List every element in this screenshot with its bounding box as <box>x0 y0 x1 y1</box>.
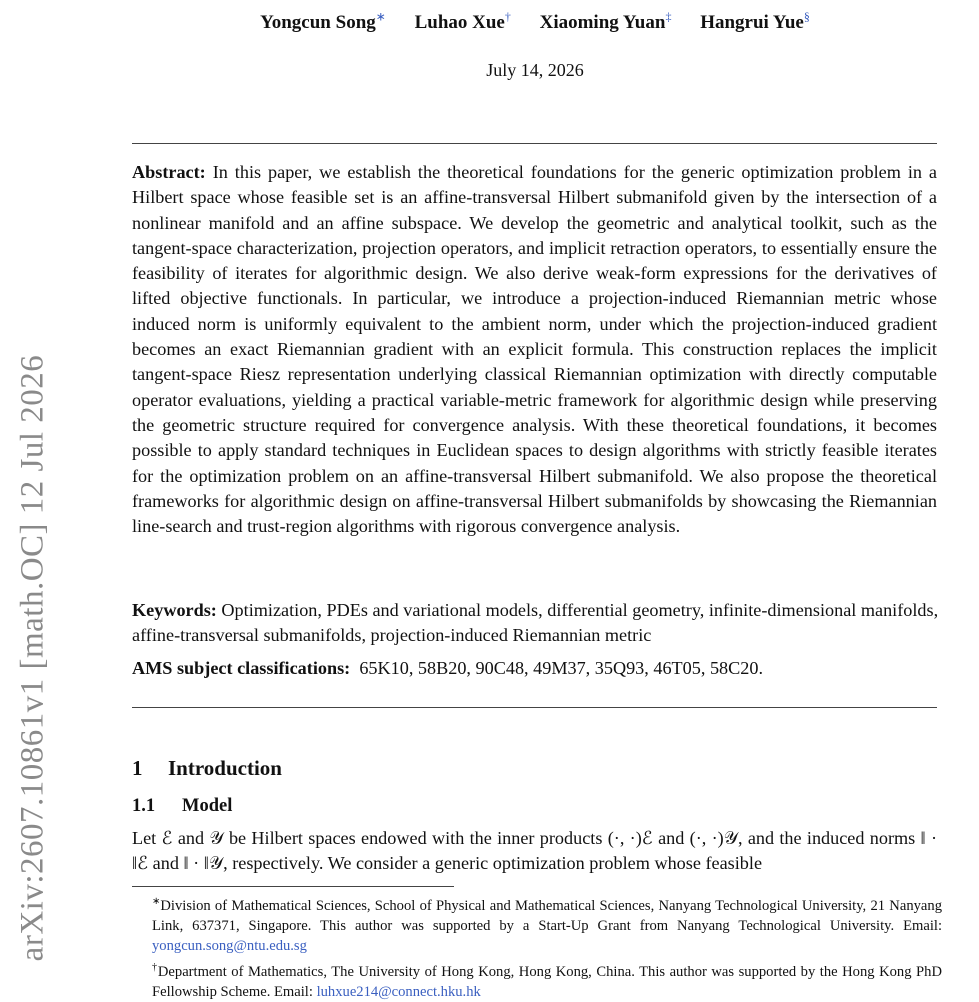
arxiv-identifier: arXiv:2607.10861v1 [math.OC] 12 Jul 2026 <box>14 354 51 962</box>
footnote-mark: † <box>152 962 158 973</box>
footnote <box>152 892 942 956</box>
arxiv-sidebar <box>0 0 62 1000</box>
keywords <box>132 598 967 648</box>
intro-paragraph: Let ℰ and 𝒴 be Hilbert spaces endowed with the inner products (·, ·)ℰ and (·, ·)𝒴, and the induced norms ‖ · ‖ℰ and ‖ · ‖𝒴, respectively. We consider a generic optimization problem whose feasible <box>132 828 937 874</box>
footnote-link[interactable]: ∗ <box>375 10 386 24</box>
author: Hangrui Yue§ <box>700 10 810 34</box>
abstract-label: Abstract: <box>132 162 206 182</box>
ams-classifications <box>132 658 952 679</box>
email-link[interactable]: yongcun.song@ntu.edu.sg <box>152 937 307 954</box>
subsection-title: Model <box>182 796 233 816</box>
section-heading <box>132 756 282 781</box>
footnote-text: Division of Mathematical Sciences, School of Physical and Mathematical Sciences, Nanyang Technological University, 21 Nanyang Link, 637371, Singapore. This author was supported by a Start-Up Grant from Nanyang Technological University. Email: <box>152 897 942 934</box>
author: Xiaoming Yuan‡ <box>539 10 672 34</box>
abstract-text: In this paper, we establish the theoretical foundations for the generic optimization problem in a Hilbert space whose feasible set is an affine-transversal Hilbert submanifold given by the intersection of a nonlinear manifold and an affine subspace. We develop the geometric and analytical toolkit, such as the tangent-space characterization, projection operators, and implicit retraction operators, to essentially ensure the feasibility of iterates for algorithmic design. We also derive weak-form expressions for the derivatives of lifted objective functionals. In particular, we introduce a projection-induced Riemannian metric whose induced norm is uniformly equivalent to the ambient norm, under which the projection-induced gradient becomes an exact Riemannian gradient with an explicit formula. This construction replaces the implicit tangent-space Riesz representation underlying classical Riemannian optimization with directly computable operator evaluations, yielding a practical variable-metric framework for algorithmic design while preserving the geometric structure required for convergence analysis. With these theoretical foundations, it becomes possible to apply standard techniques in Euclidean spaces to design algorithms with strictly feasible iterates for the optimization problem on an affine-transversal Hilbert submanifold. We also propose the theoretical frameworks for algorithmic design on affine-transversal Hilbert submanifolds by showcasing the Riemannian line-search and trust-region algorithms with rigorous convergence analysis. <box>132 162 937 537</box>
keywords-text: Optimization, PDEs and variational models, differential geometry, infinite-dimensional manifolds, affine-transversal submanifolds, projection-induced Riemannian metric <box>132 600 939 645</box>
footnote-link[interactable]: † <box>504 10 511 24</box>
footnote <box>152 958 942 1002</box>
author: Luhao Xue† <box>414 10 511 34</box>
subsection-number: 1.1 <box>132 796 156 816</box>
footnote-text: Department of Mathematics, The University of Hong Kong, Hong Kong, China. This author was supported by the Hong Kong PhD Fellowship Scheme. Email: <box>152 963 942 1000</box>
publication-date: July 14, 2026 <box>486 60 584 80</box>
footnote-divider <box>132 886 454 887</box>
footnote-link[interactable]: ‡ <box>665 10 672 24</box>
author: Yongcun Song∗ <box>260 10 386 34</box>
divider-bottom <box>132 707 937 708</box>
subsection-heading <box>132 796 232 817</box>
divider-top <box>132 143 937 144</box>
ams-codes: 65K10, 58B20, 90C48, 49M37, 35Q93, 46T05, 58C20. <box>359 658 764 678</box>
keywords-label: Keywords: <box>132 600 217 620</box>
email-link[interactable]: luhxue214@connect.hku.hk <box>316 983 481 1000</box>
footnote-link[interactable]: § <box>803 10 810 24</box>
section-number: 1 <box>132 756 143 780</box>
footnote-mark: ∗ <box>152 896 161 907</box>
section-title: Introduction <box>168 756 282 780</box>
ams-label: AMS subject classifications: <box>132 658 351 678</box>
abstract <box>132 160 937 539</box>
author-list <box>130 10 940 34</box>
